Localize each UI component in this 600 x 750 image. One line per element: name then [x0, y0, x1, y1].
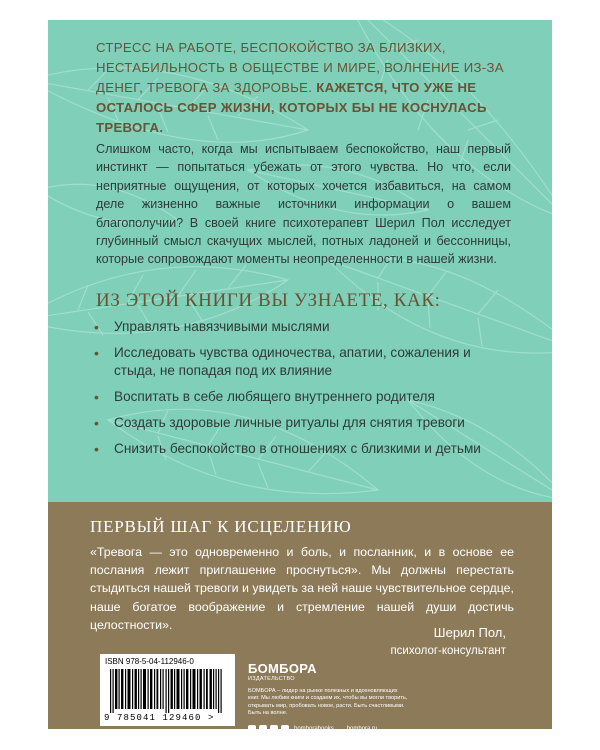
intro-regular: СТРЕСС НА РАБОТЕ, БЕСПОКОЙСТВО ЗА БЛИЗКИХ, НЕСТАБИЛЬНОСТЬ В ОБЩЕСТВЕ И МИРЕ, ВОЛНЕНИЕ ИЗ-ЗА ДЕНЕГ, ТРЕВОГА ЗА ЗДОРОВЬЕ. [96, 40, 504, 95]
learn-heading: ИЗ ЭТОЙ КНИГИ ВЫ УЗНАЕТЕ, КАК: [96, 290, 441, 311]
cover-top-section [48, 20, 552, 502]
social-row [248, 724, 377, 729]
publisher-site[interactable]: bombora.ru [346, 726, 378, 729]
learn-list [90, 318, 510, 466]
vk-icon[interactable] [259, 725, 267, 729]
bullet-icon: • [94, 345, 99, 361]
list-item-text: Воспитать в себе любящего внутреннего родителя [114, 389, 435, 404]
list-item [90, 414, 510, 432]
bullet-icon: • [94, 441, 99, 457]
list-item-text: Создать здоровые личные ритуалы для снятия тревоги [114, 415, 465, 430]
list-item [90, 344, 510, 380]
intro-text [96, 38, 516, 138]
author-quote: «Тревога — это одновременно и боль, и посланник, и в основе ее послания лежит приглашение проснуться». Мы должны перестать стыдиться нашей тревоги и увидеть за ней наше чувствительное сердце, наше богатое воображение и стремление нашей души достичь целостности». [90, 545, 514, 632]
publisher-logo: БОМБОРА [248, 661, 317, 676]
list-item [90, 440, 510, 458]
barcode [100, 654, 235, 726]
list-item-text: Снизить беспокойство в отношениях с близкими и детьми [114, 441, 481, 456]
intro-bold: КАЖЕТСЯ, ЧТО УЖЕ НЕ ОСТАЛОСЬ СФЕР ЖИЗНИ, КОТОРЫХ БЫ НЕ КОСНУЛАСЬ ТРЕВОГА. [96, 80, 487, 135]
ok-icon[interactable] [270, 725, 278, 729]
book-back-cover [48, 20, 552, 729]
bullet-icon: • [94, 389, 99, 405]
author-name: Шерил Пол, [433, 625, 506, 640]
list-item [90, 388, 510, 406]
publisher-subtitle: ИЗДАТЕЛЬСТВО [248, 676, 295, 682]
list-item [90, 318, 510, 336]
bullet-icon: • [94, 319, 99, 335]
publisher-description: БОМБОРА – лидер на рынке полезных и вдохновляющих книг. Мы любим книги и создаем их, чтобы вы могли творить, открывать мир, пробовать новое, расти. Быть счастливыми. Быть на волне. [248, 688, 408, 716]
step-heading: ПЕРВЫЙ ШАГ К ИСЦЕЛЕНИЮ [90, 517, 352, 536]
isbn-text: ISBN 978-5-04-112946-0 [105, 657, 194, 666]
barcode-digits: 9 785041 129460 > [104, 713, 215, 723]
description-paragraph: Слишком часто, когда мы испытываем беспокойство, наш первый инстинкт — попытаться убежать от этого чувства. Но что, если неприятные ощущения, от которых хочется избавиться, на самом деле жизненно важные источники информации о вашем благополучии? В своей книге психотерапевт Шерил Пол исследует глубинный смысл скачущих мыслей, потных ладоней и бессонницы, которые сопровождают моменты неопределенности в нашей жизни. [96, 142, 511, 267]
bullet-icon: • [94, 415, 99, 431]
list-item-text: Исследовать чувства одиночества, апатии, сожаления и стыда, не попадая под их влияние [114, 345, 471, 378]
instagram-icon[interactable] [281, 725, 289, 729]
barcode-bars-icon [106, 669, 229, 713]
social-handle[interactable]: bomborabooks [294, 726, 334, 729]
author-role: психолог-консультант [390, 645, 506, 657]
list-item-text: Управлять навязчивыми мыслями [114, 319, 330, 334]
facebook-icon[interactable] [248, 725, 256, 729]
